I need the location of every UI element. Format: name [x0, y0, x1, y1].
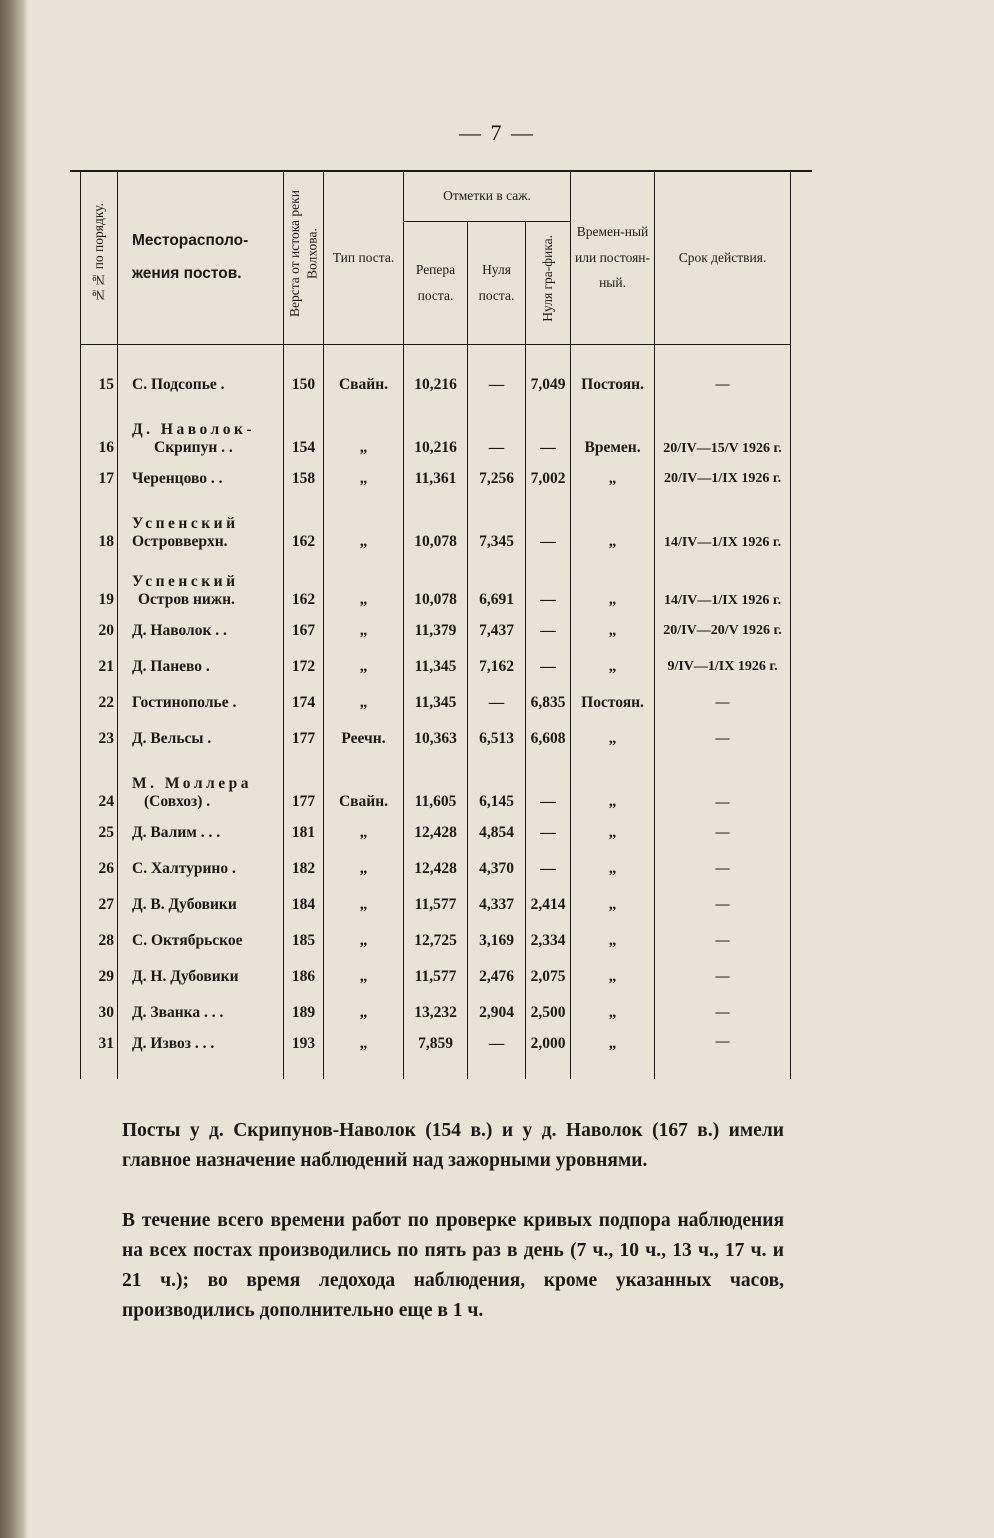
table-row [81, 497, 791, 555]
table-row [81, 887, 791, 923]
cell-location-line1: Д. Наволок- [132, 421, 256, 438]
cell-term: — [655, 851, 791, 887]
cell-term: — [655, 887, 791, 923]
cell-verst: 174 [284, 685, 324, 721]
table-header [81, 171, 791, 345]
cell-reper: 10,078 [404, 555, 468, 613]
cell-reper: 10,078 [404, 497, 468, 555]
table-row [81, 923, 791, 959]
cell-location: Д. Вельсы . [118, 721, 284, 757]
cell-location-line2: (Совхоз) . [144, 793, 211, 810]
cell-null-post: 7,162 [468, 649, 526, 685]
cell-term: — [655, 995, 791, 1031]
cell-kind: „ [571, 923, 655, 959]
cell-kind: „ [571, 613, 655, 649]
book-spine-shadow [0, 0, 28, 1538]
cell-null-graph: — [526, 649, 571, 685]
cell-null-graph: 7,002 [526, 461, 571, 497]
cell-kind: „ [571, 959, 655, 995]
cell-type: „ [324, 995, 404, 1031]
page-number: — 7 — [459, 120, 535, 145]
cell-null-post: 4,337 [468, 887, 526, 923]
cell-location: С. Халтурино . [118, 851, 284, 887]
cell-verst: 162 [284, 497, 324, 555]
cell-kind: „ [571, 757, 655, 815]
cell-type: „ [324, 887, 404, 923]
header-reper: Репера поста. [404, 222, 468, 345]
cell-type: „ [324, 461, 404, 497]
cell-location [118, 403, 284, 461]
cell-null-post: 6,513 [468, 721, 526, 757]
cell-location: С. Октябрьское [118, 923, 284, 959]
cell-reper: 12,428 [404, 851, 468, 887]
cell-verst: 177 [284, 721, 324, 757]
cell-kind: „ [571, 461, 655, 497]
cell-type: Реечн. [324, 721, 404, 757]
cell-term: — [655, 367, 791, 403]
cell-location [118, 555, 284, 613]
cell-location: Д. Наволок . . [118, 613, 284, 649]
cell-term: — [655, 757, 791, 815]
cell-location-line1: Успенский [132, 515, 239, 532]
cell-reper: 10,363 [404, 721, 468, 757]
cell-no: 18 [81, 497, 118, 555]
cell-no: 16 [81, 403, 118, 461]
cell-type: „ [324, 613, 404, 649]
cell-term: 20/IV—15/V 1926 г. [655, 403, 791, 461]
cell-type: „ [324, 555, 404, 613]
cell-kind: „ [571, 721, 655, 757]
cell-location [118, 497, 284, 555]
cell-term: — [655, 1031, 791, 1079]
header-type: Тип поста. [324, 171, 404, 345]
table-row [81, 721, 791, 757]
cell-verst: 158 [284, 461, 324, 497]
cell-type: „ [324, 923, 404, 959]
cell-reper: 10,216 [404, 367, 468, 403]
cell-term: 14/IV—1/IX 1926 г. [655, 497, 791, 555]
cell-kind: „ [571, 1031, 655, 1079]
header-no: №№ по порядку. [81, 171, 118, 345]
cell-null-graph: 2,500 [526, 995, 571, 1031]
cell-verst: 193 [284, 1031, 324, 1079]
cell-term: — [655, 923, 791, 959]
cell-null-post: — [468, 367, 526, 403]
cell-kind: „ [571, 815, 655, 851]
cell-location: Д. В. Дубовики [118, 887, 284, 923]
cell-location-line2: Скрипун . . [154, 439, 233, 456]
cell-reper: 11,605 [404, 757, 468, 815]
cell-location-line2: Остров нижн. [138, 591, 235, 608]
table-row [81, 461, 791, 497]
cell-null-post: — [468, 1031, 526, 1079]
table-row [81, 815, 791, 851]
table-row [81, 685, 791, 721]
cell-null-graph: 6,835 [526, 685, 571, 721]
cell-kind: „ [571, 851, 655, 887]
cell-no: 26 [81, 851, 118, 887]
cell-null-graph: — [526, 555, 571, 613]
cell-null-graph: — [526, 613, 571, 649]
table-row [81, 995, 791, 1031]
table-row [81, 613, 791, 649]
table-row [81, 851, 791, 887]
cell-type: „ [324, 959, 404, 995]
cell-reper: 7,859 [404, 1031, 468, 1079]
cell-location [118, 757, 284, 815]
cell-null-post: 2,904 [468, 995, 526, 1031]
table-row [81, 757, 791, 815]
cell-null-post: 6,691 [468, 555, 526, 613]
cell-location: Д. Панево . [118, 649, 284, 685]
cell-reper: 11,345 [404, 685, 468, 721]
cell-no: 24 [81, 757, 118, 815]
table-row [81, 1031, 791, 1079]
cell-no: 29 [81, 959, 118, 995]
cell-reper: 11,577 [404, 959, 468, 995]
cell-term: 9/IV—1/IX 1926 г. [655, 649, 791, 685]
cell-no: 27 [81, 887, 118, 923]
cell-no: 22 [81, 685, 118, 721]
cell-no: 30 [81, 995, 118, 1031]
cell-null-post: 7,345 [468, 497, 526, 555]
cell-location: Д. Валим . . . [118, 815, 284, 851]
cell-no: 15 [81, 367, 118, 403]
cell-null-graph: — [526, 403, 571, 461]
cell-null-post: — [468, 403, 526, 461]
cell-reper: 10,216 [404, 403, 468, 461]
cell-reper: 11,345 [404, 649, 468, 685]
cell-null-post: 4,854 [468, 815, 526, 851]
header-verst: Верста от истока реки Волхова. [284, 171, 324, 345]
cell-null-post: 6,145 [468, 757, 526, 815]
cell-kind: „ [571, 995, 655, 1031]
cell-null-graph: 2,000 [526, 1031, 571, 1079]
cell-verst: 185 [284, 923, 324, 959]
cell-term: 20/IV—20/V 1926 г. [655, 613, 791, 649]
cell-type: „ [324, 851, 404, 887]
header-marks-group: Отметки в саж. [404, 171, 571, 222]
cell-reper: 12,725 [404, 923, 468, 959]
cell-null-graph: 2,414 [526, 887, 571, 923]
cell-reper: 13,232 [404, 995, 468, 1031]
cell-term: — [655, 815, 791, 851]
paragraph-observation-schedule: В течение всего времени работ по проверке кривых подпора наблюдения на всех постах производились по пять раз в день (7 ч., 10 ч., 13 ч., 17 ч. и 21 ч.); во время ледохода наблюдения, кроме указанных часов, производились дополнительно еще в 1 ч. [122, 1209, 784, 1321]
cell-no: 21 [81, 649, 118, 685]
cell-verst: 177 [284, 757, 324, 815]
cell-kind: Постоян. [571, 685, 655, 721]
cell-term: 20/IV—1/IX 1926 г. [655, 461, 791, 497]
paragraph-flood-posts: Посты у д. Скрипунов-Наволок (154 в.) и у д. Наволок (167 в.) имели главное назначение наблюдений над зажорными уровнями. [122, 1119, 784, 1171]
cell-location: Черенцово . . [118, 461, 284, 497]
table-body [81, 345, 791, 1080]
cell-null-post: 3,169 [468, 923, 526, 959]
cell-null-post: 7,256 [468, 461, 526, 497]
cell-no: 17 [81, 461, 118, 497]
cell-type: „ [324, 1031, 404, 1079]
cell-reper: 12,428 [404, 815, 468, 851]
header-null-post: Нуля поста. [468, 222, 526, 345]
header-kind: Времен-ный или постоян-ный. [571, 171, 655, 345]
cell-location: Д. Званка . . . [118, 995, 284, 1031]
cell-type: Свайн. [324, 757, 404, 815]
cell-null-graph: — [526, 851, 571, 887]
cell-location-line1: Успенский [132, 573, 239, 590]
cell-location: Д. Извоз . . . [118, 1031, 284, 1079]
cell-location: Гостинополье . [118, 685, 284, 721]
cell-term: — [655, 721, 791, 757]
cell-verst: 154 [284, 403, 324, 461]
cell-kind: „ [571, 497, 655, 555]
cell-null-post: — [468, 685, 526, 721]
cell-term: — [655, 685, 791, 721]
cell-verst: 182 [284, 851, 324, 887]
cell-kind: „ [571, 887, 655, 923]
cell-term: 14/IV—1/IX 1926 г. [655, 555, 791, 613]
table-row [81, 555, 791, 613]
cell-no: 20 [81, 613, 118, 649]
cell-reper: 11,577 [404, 887, 468, 923]
spacer-row [81, 345, 791, 368]
table-row [81, 649, 791, 685]
cell-verst: 172 [284, 649, 324, 685]
cell-no: 19 [81, 555, 118, 613]
cell-reper: 11,379 [404, 613, 468, 649]
cell-null-graph: 2,334 [526, 923, 571, 959]
cell-kind: Времен. [571, 403, 655, 461]
posts-table-container [80, 170, 796, 1079]
cell-null-graph: 6,608 [526, 721, 571, 757]
cell-verst: 150 [284, 367, 324, 403]
cell-term: — [655, 959, 791, 995]
table-row [81, 367, 791, 403]
table-row [81, 959, 791, 995]
cell-verst: 189 [284, 995, 324, 1031]
cell-location: Д. Н. Дубовики [118, 959, 284, 995]
cell-verst: 186 [284, 959, 324, 995]
cell-type: „ [324, 403, 404, 461]
cell-type: „ [324, 649, 404, 685]
cell-null-graph: — [526, 497, 571, 555]
cell-verst: 167 [284, 613, 324, 649]
cell-kind: „ [571, 649, 655, 685]
cell-verst: 162 [284, 555, 324, 613]
table-row [81, 403, 791, 461]
cell-no: 25 [81, 815, 118, 851]
cell-kind: „ [571, 555, 655, 613]
cell-null-graph: — [526, 815, 571, 851]
header-location: Месторасполо-жения постов. [118, 171, 284, 345]
cell-null-post: 2,476 [468, 959, 526, 995]
cell-location-line2: Островверхн. [132, 533, 228, 550]
cell-null-graph: 2,075 [526, 959, 571, 995]
cell-type: Свайн. [324, 367, 404, 403]
cell-null-post: 4,370 [468, 851, 526, 887]
cell-no: 31 [81, 1031, 118, 1079]
cell-type: „ [324, 685, 404, 721]
header-term: Срок действия. [655, 171, 791, 345]
cell-null-post: 7,437 [468, 613, 526, 649]
cell-verst: 181 [284, 815, 324, 851]
cell-location-line1: М. Моллера [132, 775, 252, 792]
cell-null-graph: 7,049 [526, 367, 571, 403]
cell-no: 28 [81, 923, 118, 959]
cell-location: С. Подсопье . [118, 367, 284, 403]
cell-type: „ [324, 497, 404, 555]
posts-table [80, 170, 791, 1079]
cell-verst: 184 [284, 887, 324, 923]
cell-kind: Постоян. [571, 367, 655, 403]
cell-no: 23 [81, 721, 118, 757]
cell-null-graph: — [526, 757, 571, 815]
header-null-graph: Нуля гра-фика. [526, 222, 571, 345]
cell-reper: 11,361 [404, 461, 468, 497]
cell-type: „ [324, 815, 404, 851]
